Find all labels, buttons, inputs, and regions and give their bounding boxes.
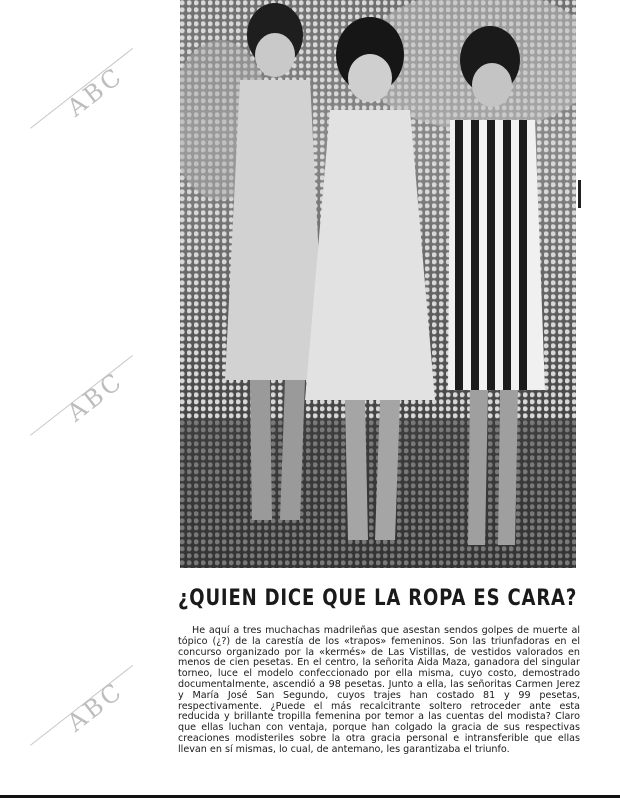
article-body: He aquí a tres muchachas madrileñas que asestan sendos golpes de muerte al tópico (¿?) de la carestía de los «trapos» femeninos. Son las triunfadoras en el concurso organizado por la «kermés» de Las Vistillas, de vestidos valorados en menos de cien pesetas. En el centro, la señorita Aida Maza, ganadora del singular torneo, luce el modelo confeccionado por ella misma, cuyo costo, demostrado documentalmente, ascendió a 98 pesetas. Junto a ella, las señoritas Carmen Jerez y María José San Segundo, cuyos trajes han costado 81 y 99 pesetas, respectivamente. ¿Puede el más recalcitrante soltero retroceder ante esta reducida y brillante tropilla femenina por temor a las cuentas del modista? Claro que ellas luchan con ventaja, porque han colgado la gracia de sus respectivas creaciones modisteriles sobre la otra gracia personal e intransferible que ellas llevan en sí mismas, lo cual, de antemano, les garantizaba el triunfo. [178, 625, 580, 755]
article-headline: ¿QUIEN DICE QUE LA ROPA ES CARA? [178, 586, 578, 611]
bottom-rule [0, 795, 620, 798]
watermark-abc: ABC [62, 676, 129, 738]
photograph [180, 0, 576, 568]
margin-mark [578, 180, 581, 208]
watermark-abc: ABC [62, 61, 129, 123]
watermark-abc: ABC [62, 366, 129, 428]
photograph-figures [180, 0, 576, 568]
